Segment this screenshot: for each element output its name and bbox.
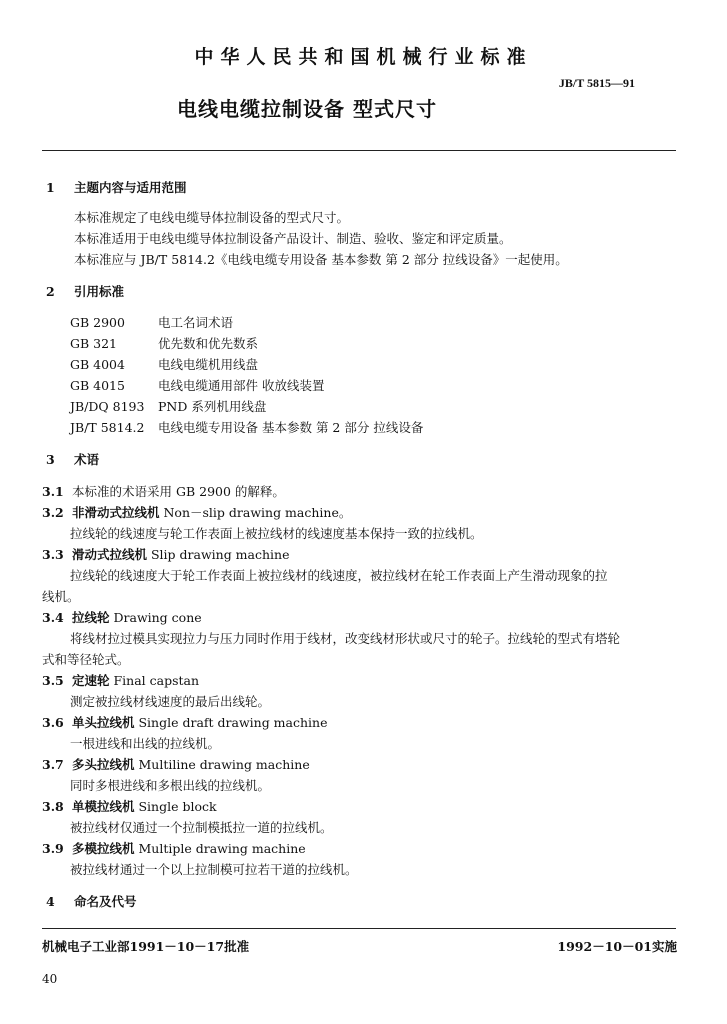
term-chinese: 拉线轮 [72,610,110,625]
term-3-4-definition: 将线材拉过模具实现拉力与压力同时作用于线材，改变线材形状或尺寸的轮子。拉线轮的型式有塔轮 [70,631,621,646]
section-2-number: 2 [46,284,55,299]
effective-date: 1992－10－01实施 [557,939,677,954]
section-1-title: 主题内容与适用范围 [74,180,187,195]
page-number: 40 [42,972,58,986]
term-english: Single block [134,799,217,814]
term-3-4 [42,608,202,626]
reference-code: GB 4015 [70,378,125,393]
term-number: 3.6 [42,715,64,730]
term-3-7 [42,755,310,773]
reference-item [70,355,258,373]
document-title: 电线电缆拉制设备 型式尺寸 [177,97,437,121]
section-4-heading [46,892,137,910]
term-chinese: 单模拉线机 [72,799,135,814]
term-3-6 [42,713,327,731]
reference-item [70,313,233,331]
term-3-2-definition: 拉线轮的线速度与轮工作表面上被拉线材的线速度基本保持一致的拉线机。 [70,526,483,541]
reference-item [70,334,258,352]
reference-code: JB/T 5814.2 [70,420,145,435]
term-chinese: 非滑动式拉线机 [72,505,160,520]
term-number: 3.7 [42,757,64,772]
standard-code: JB/T 5815—91 [558,76,635,90]
term-3-2 [42,503,351,521]
section-3-heading [46,450,99,468]
section-2-title: 引用标准 [74,284,125,299]
section-1-number: 1 [46,180,55,195]
term-3-3-definition-cont: 线机。 [42,589,80,604]
term-3-7-definition: 同时多根进线和多根出线的拉线机。 [70,778,271,793]
reference-title: PND 系列机用线盘 [158,399,267,414]
term-3-5 [42,671,199,689]
term-3-8 [42,797,217,815]
term-english: Multiline drawing machine [134,757,310,772]
footer-divider [42,928,676,929]
section-2-heading [46,282,124,300]
term-3-9-definition: 被拉线材通过一个以上拉制模可拉若干道的拉线机。 [70,862,358,877]
reference-title: 电线电缆机用线盘 [158,357,259,372]
term-3-5-definition: 测定被拉线材线速度的最后出线轮。 [70,694,271,709]
reference-code: GB 321 [70,336,118,351]
term-english: Multiple drawing machine [134,841,306,856]
term-text: 本标准的术语采用 GB 2900 的解释。 [72,484,285,499]
reference-title: 电线电缆通用部件 收放线装置 [158,378,325,393]
reference-title: 优先数和优先数系 [158,336,259,351]
term-number: 3.1 [42,484,64,499]
term-english: Non－slip drawing machine。 [159,505,352,520]
term-3-6-definition: 一根进线和出线的拉线机。 [70,736,221,751]
term-3-8-definition: 被拉线材仅通过一个拉制模抵拉一道的拉线机。 [70,820,333,835]
term-english: Single draft drawing machine [134,715,328,730]
term-chinese: 定速轮 [72,673,110,688]
term-english: Slip drawing machine [147,547,290,562]
section-3-title: 术语 [74,452,100,467]
term-chinese: 滑动式拉线机 [72,547,148,562]
term-3-3 [42,545,289,563]
term-3-9 [42,839,306,857]
section-1-heading [46,178,187,196]
term-number: 3.5 [42,673,64,688]
reference-code: GB 4004 [70,357,125,372]
section-1-para-3: 本标准应与 JB/T 5814.2《电线电缆专用设备 基本参数 第 2 部分 拉线设备》一起使用。 [74,252,568,267]
term-number: 3.4 [42,610,64,625]
term-number: 3.9 [42,841,64,856]
term-3-4-definition-cont: 式和等径轮式。 [42,652,130,667]
term-3-3-definition: 拉线轮的线速度大于轮工作表面上被拉线材的线速度，被拉线材在轮工作表面上产生滑动现象的拉 [70,568,608,583]
reference-title: 电线电缆专用设备 基本参数 第 2 部分 拉线设备 [158,420,424,435]
term-english: Final capstan [109,673,200,688]
section-1-para-2: 本标准适用于电线电缆导体拉制设备产品设计、制造、验收、鉴定和评定质量。 [74,231,512,246]
section-4-number: 4 [46,894,55,909]
reference-code: GB 2900 [70,315,125,330]
header-divider [42,150,676,151]
reference-item [70,397,266,415]
reference-item [70,376,324,394]
term-chinese: 多模拉线机 [72,841,135,856]
section-1-para-1: 本标准规定了电线电缆导体拉制设备的型式尺寸。 [74,210,350,225]
reference-code: JB/DQ 8193 [70,399,145,414]
standard-header: 中华人民共和国机械行业标准 [194,46,533,68]
term-number: 3.2 [42,505,64,520]
term-number: 3.3 [42,547,64,562]
section-3-number: 3 [46,452,55,467]
reference-item [70,418,423,436]
reference-title: 电工名词术语 [158,315,234,330]
term-chinese: 多头拉线机 [72,757,135,772]
term-3-1 [42,482,285,500]
section-4-title: 命名及代号 [74,894,137,909]
term-number: 3.8 [42,799,64,814]
term-chinese: 单头拉线机 [72,715,135,730]
approval-date: 机械电子工业部1991－10－17批准 [42,939,250,954]
term-english: Drawing cone [109,610,202,625]
